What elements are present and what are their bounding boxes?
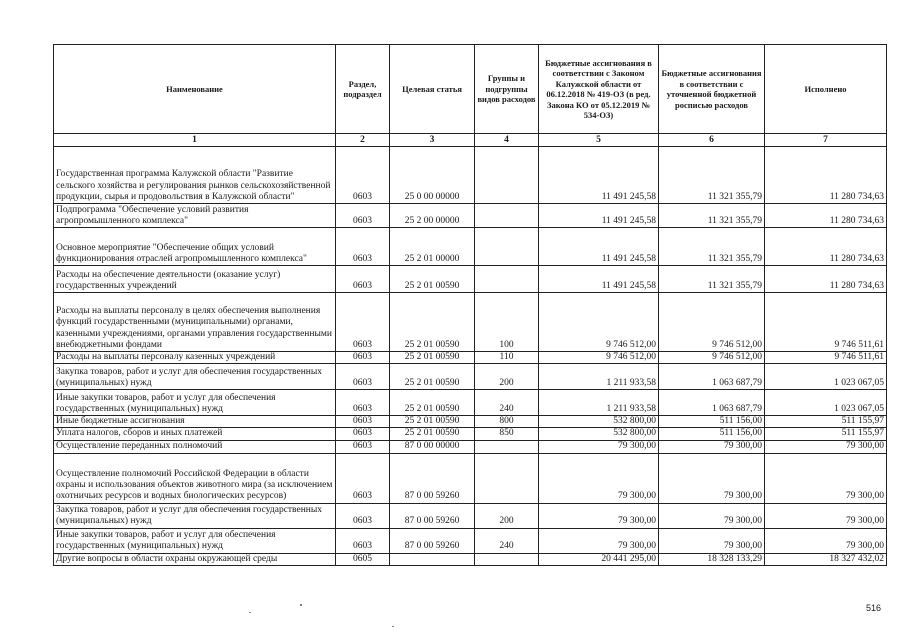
row-section: 0605 — [336, 553, 390, 565]
row-executed: 79 300,00 — [765, 440, 887, 453]
column-number-row — [54, 134, 887, 147]
row-section: 0603 — [336, 352, 390, 364]
row-budget-law: 11 491 245,58 — [539, 147, 659, 204]
row-budget-law: 79 300,00 — [539, 528, 659, 553]
row-budget-refined: 79 300,00 — [659, 528, 765, 553]
page-number: 516 — [866, 603, 882, 613]
column-number: 7 — [765, 134, 887, 147]
row-budget-refined: 11 321 355,79 — [659, 147, 765, 204]
row-budget-law: 532 800,00 — [539, 416, 659, 428]
row-expense-kind: 240 — [475, 390, 539, 416]
scan-speck — [392, 626, 394, 627]
row-target-article: 25 2 01 00590 — [390, 390, 475, 416]
header-expense-kind: Группы и подгруппы видов расходов — [475, 45, 539, 134]
row-name: Расходы на выплаты персоналу в целях обеспечения выполнения функций государственными (муниципальными) органами, казенными учреждениями, органами управления государственными внебюджетными фондами — [54, 293, 336, 352]
row-executed: 1 023 067,05 — [765, 390, 887, 416]
row-executed: 9 746 511,61 — [765, 293, 887, 352]
row-name: Расходы на выплаты персоналу казенных учреждений — [54, 352, 336, 364]
row-expense-kind: 800 — [475, 416, 539, 428]
row-executed: 79 300,00 — [765, 503, 887, 528]
row-name: Осуществление переданных полномочий — [54, 440, 336, 453]
row-budget-refined: 79 300,00 — [659, 453, 765, 503]
row-budget-law: 1 211 933,58 — [539, 364, 659, 390]
row-expense-kind — [475, 147, 539, 204]
row-section: 0603 — [336, 416, 390, 428]
row-executed: 11 280 734,63 — [765, 266, 887, 293]
row-budget-law: 20 441 295,00 — [539, 553, 659, 565]
column-number: 4 — [475, 134, 539, 147]
row-expense-kind — [475, 440, 539, 453]
table-row — [54, 228, 887, 266]
row-name: Подпрограмма "Обеспечение условий развития агропромышленного комплекса" — [54, 204, 336, 228]
table-row — [54, 503, 887, 528]
row-name: Государственная программа Калужской области "Развитие сельского хозяйства и регулирования рынков сельскохозяйственной продукции, сырья и продовольствия в Калужской области" — [54, 147, 336, 204]
row-name: Уплата налогов, сборов и иных платежей — [54, 428, 336, 440]
row-name: Расходы на обеспечение деятельности (оказание услуг) государственных учреждений — [54, 266, 336, 293]
row-name: Иные закупки товаров, работ и услуг для обеспечения государственных (муниципальных) нужд — [54, 528, 336, 553]
row-executed: 79 300,00 — [765, 528, 887, 553]
table-row — [54, 266, 887, 293]
row-section: 0603 — [336, 228, 390, 266]
row-target-article: 25 2 01 00590 — [390, 428, 475, 440]
row-budget-law: 11 491 245,58 — [539, 204, 659, 228]
table-row — [54, 428, 887, 440]
row-executed: 9 746 511,61 — [765, 352, 887, 364]
table-row — [54, 528, 887, 553]
row-budget-refined: 511 156,00 — [659, 416, 765, 428]
row-section: 0603 — [336, 528, 390, 553]
table-row — [54, 453, 887, 503]
row-expense-kind: 240 — [475, 528, 539, 553]
row-name: Иные закупки товаров, работ и услуг для обеспечения государственных (муниципальных) нужд — [54, 390, 336, 416]
row-target-article: 87 0 00 00000 — [390, 440, 475, 453]
row-budget-refined: 11 321 355,79 — [659, 266, 765, 293]
column-number: 1 — [54, 134, 336, 147]
row-target-article: 25 2 00 00000 — [390, 204, 475, 228]
row-executed: 511 155,97 — [765, 428, 887, 440]
row-section: 0603 — [336, 293, 390, 352]
scan-speck — [249, 612, 251, 613]
row-expense-kind: 200 — [475, 503, 539, 528]
row-target-article: 87 0 00 59260 — [390, 528, 475, 553]
row-budget-law: 532 800,00 — [539, 428, 659, 440]
row-budget-refined: 511 156,00 — [659, 428, 765, 440]
row-budget-law: 9 746 512,00 — [539, 293, 659, 352]
table-row — [54, 416, 887, 428]
row-target-article — [390, 553, 475, 565]
row-executed: 79 300,00 — [765, 453, 887, 503]
row-budget-refined: 9 746 512,00 — [659, 352, 765, 364]
row-name: Закупка товаров, работ и услуг для обеспечения государственных (муниципальных) нужд — [54, 364, 336, 390]
scan-speck — [300, 604, 302, 606]
column-number: 5 — [539, 134, 659, 147]
row-executed: 11 280 734,63 — [765, 228, 887, 266]
row-expense-kind — [475, 553, 539, 565]
row-expense-kind — [475, 453, 539, 503]
table-row — [54, 352, 887, 364]
row-executed: 18 327 432,02 — [765, 553, 887, 565]
table-row — [54, 440, 887, 453]
header-name: Наименование — [54, 45, 336, 134]
table-row — [54, 364, 887, 390]
row-budget-law: 1 211 933,58 — [539, 390, 659, 416]
header-row — [54, 45, 887, 134]
row-name: Основное мероприятие "Обеспечение общих условий функционирования отраслей агропромышленного комплекса" — [54, 228, 336, 266]
column-number: 6 — [659, 134, 765, 147]
row-budget-refined: 1 063 687,79 — [659, 364, 765, 390]
row-target-article: 25 2 01 00590 — [390, 266, 475, 293]
row-section: 0603 — [336, 453, 390, 503]
row-expense-kind: 100 — [475, 293, 539, 352]
row-budget-law: 79 300,00 — [539, 440, 659, 453]
row-section: 0603 — [336, 364, 390, 390]
row-expense-kind — [475, 228, 539, 266]
row-target-article: 25 2 01 00000 — [390, 228, 475, 266]
header-target-article: Целевая статья — [390, 45, 475, 134]
row-section: 0603 — [336, 204, 390, 228]
table-row — [54, 147, 887, 204]
row-budget-refined: 18 328 133,29 — [659, 553, 765, 565]
row-name: Иные бюджетные ассигнования — [54, 416, 336, 428]
row-section: 0603 — [336, 503, 390, 528]
table-row — [54, 390, 887, 416]
header-budget-law: Бюджетные ассигнования в соответствии с Законом Калужской области от 06.12.2018 № 419-ОЗ (в ред. Закона КО от 05.12.2019 № 534-ОЗ) — [539, 45, 659, 134]
row-target-article: 25 2 01 00590 — [390, 416, 475, 428]
row-section: 0603 — [336, 266, 390, 293]
row-target-article: 25 2 01 00590 — [390, 293, 475, 352]
row-expense-kind: 850 — [475, 428, 539, 440]
column-number: 3 — [390, 134, 475, 147]
header-executed: Исполнено — [765, 45, 887, 134]
row-budget-law: 9 746 512,00 — [539, 352, 659, 364]
row-expense-kind — [475, 204, 539, 228]
row-executed: 11 280 734,63 — [765, 204, 887, 228]
budget-execution-table — [53, 44, 887, 566]
row-budget-refined: 9 746 512,00 — [659, 293, 765, 352]
row-target-article: 25 0 00 00000 — [390, 147, 475, 204]
row-section: 0603 — [336, 147, 390, 204]
row-budget-refined: 11 321 355,79 — [659, 204, 765, 228]
table-row — [54, 204, 887, 228]
row-budget-law: 79 300,00 — [539, 503, 659, 528]
row-target-article: 87 0 00 59260 — [390, 503, 475, 528]
table-row — [54, 553, 887, 565]
row-target-article: 87 0 00 59260 — [390, 453, 475, 503]
row-executed: 11 280 734,63 — [765, 147, 887, 204]
header-budget-refined: Бюджетные ассигнования в соответствии с уточненной бюджетной росписью расходов — [659, 45, 765, 134]
row-target-article: 25 2 01 00590 — [390, 352, 475, 364]
row-budget-refined: 1 063 687,79 — [659, 390, 765, 416]
row-budget-law: 79 300,00 — [539, 453, 659, 503]
column-number: 2 — [336, 134, 390, 147]
row-executed: 1 023 067,05 — [765, 364, 887, 390]
row-executed: 511 155,97 — [765, 416, 887, 428]
row-name: Другие вопросы в области охраны окружающей среды — [54, 553, 336, 565]
row-section: 0603 — [336, 428, 390, 440]
row-expense-kind — [475, 266, 539, 293]
row-budget-law: 11 491 245,58 — [539, 228, 659, 266]
row-name: Закупка товаров, работ и услуг для обеспечения государственных (муниципальных) нужд — [54, 503, 336, 528]
row-expense-kind: 200 — [475, 364, 539, 390]
row-section: 0603 — [336, 390, 390, 416]
row-budget-refined: 11 321 355,79 — [659, 228, 765, 266]
row-expense-kind: 110 — [475, 352, 539, 364]
row-section: 0603 — [336, 440, 390, 453]
row-budget-refined: 79 300,00 — [659, 440, 765, 453]
table-body — [54, 147, 887, 566]
table-row — [54, 293, 887, 352]
row-budget-refined: 79 300,00 — [659, 503, 765, 528]
row-name: Осуществление полномочий Российской Федерации в области охраны и использования объектов животного мира (за исключением охотничьих ресурсов и водных биологических ресурсов) — [54, 453, 336, 503]
header-section: Раздел, подраздел — [336, 45, 390, 134]
row-budget-law: 11 491 245,58 — [539, 266, 659, 293]
row-target-article: 25 2 01 00590 — [390, 364, 475, 390]
